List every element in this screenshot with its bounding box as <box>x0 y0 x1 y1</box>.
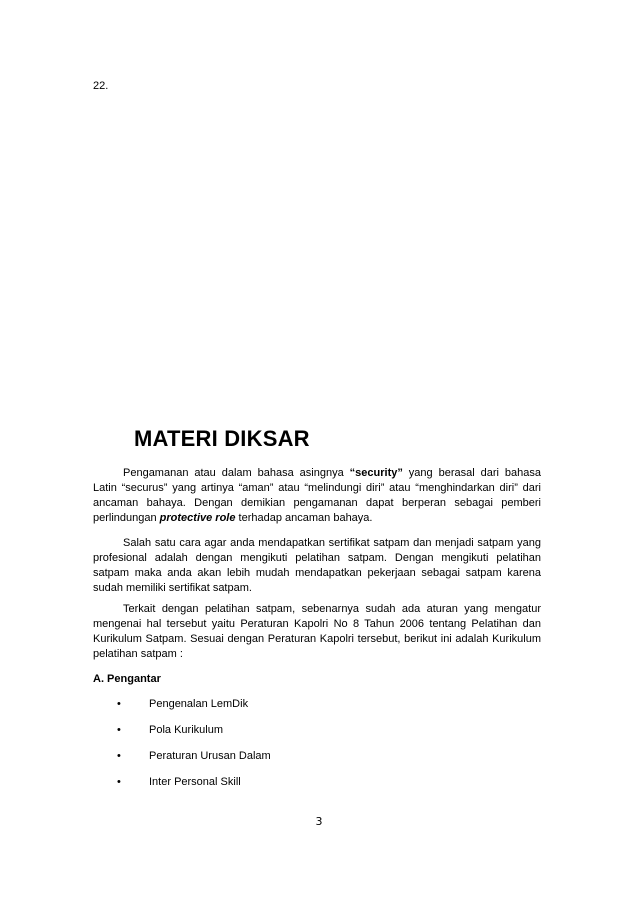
paragraph-intro-text-1: Pengamanan atau dalam bahasa asingnya <box>123 467 350 479</box>
bullet-icon: • <box>117 724 121 736</box>
curriculum-list <box>93 697 541 801</box>
list-item-label: Pola Kurikulum <box>149 724 223 736</box>
document-body <box>93 466 541 801</box>
paragraph-regulation: Terkait dengan pelatihan satpam, sebenarnya sudah ada aturan yang mengatur mengenai hal tersebut yaitu Peraturan Kapolri No 8 Tahun 2006 tentang Pelatihan dan Kurikulum Satpam. Sesuai dengan Peraturan Kapolri tersebut, berikut ini adalah Kurikulum pelatihan satpam : <box>93 603 541 660</box>
paragraph-intro-text-3: terhadap ancaman bahaya. <box>235 512 373 524</box>
list-item-label: Pengenalan LemDik <box>149 698 249 710</box>
bullet-icon: • <box>117 776 121 788</box>
page-title: MATERI DIKSAR <box>134 426 310 451</box>
bullet-icon: • <box>117 750 121 762</box>
list-item <box>93 723 541 749</box>
paragraph-intro-text-2: yang berasal dari bahasa Latin “securus” yang artinya “aman” atau “melindungi diri” atau “menghindarkan diri” dari ancaman bahaya. Dengan demikian pengamanan dapat berperan sebagai pemberi perlindungan <box>93 467 541 524</box>
list-item-label: Inter Personal Skill <box>149 776 241 788</box>
list-item <box>93 749 541 775</box>
list-item <box>93 775 541 801</box>
paragraph-certification: Salah satu cara agar anda mendapatkan sertifikat satpam dan menjadi satpam yang profesional adalah dengan mengikuti pelatihan satpam. Dengan mengikuti pelatihan satpam maka anda akan lebih mudah mendapatkan pekerjaan sebagai satpam karena sudah memiliki sertifikat satpam. <box>93 537 541 594</box>
page-number: 3 <box>315 815 323 828</box>
term-security: “security” <box>349 467 403 479</box>
list-item-label: Peraturan Urusan Dalam <box>149 750 271 762</box>
term-protective-role: protective role <box>159 512 236 524</box>
paragraph-intro <box>93 466 541 526</box>
bullet-icon: • <box>117 698 121 710</box>
top-number: 22. <box>93 80 109 92</box>
section-heading: A. Pengantar <box>93 673 161 685</box>
list-item <box>93 697 541 723</box>
